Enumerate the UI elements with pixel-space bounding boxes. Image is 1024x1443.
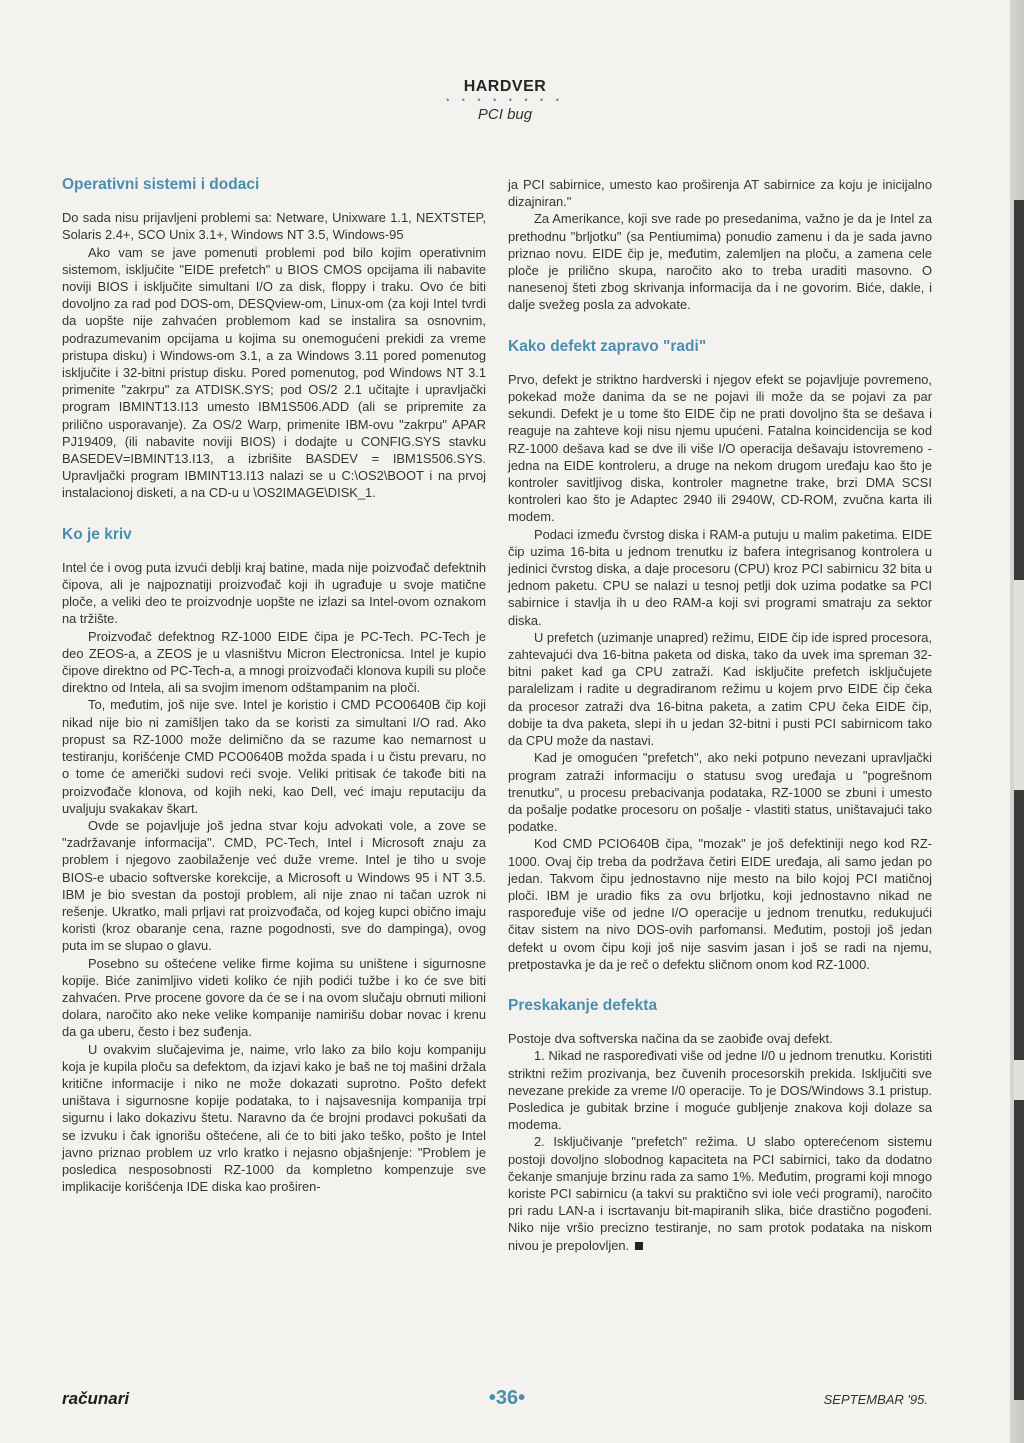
paragraph: Ako vam se jave pomenuti problemi pod bilo kojim operativnim sistemom, isključite "EIDE prefetch" u BIOS CMOS opcijama ili nabavite noviji BIOS i isključite simultani I/O za disk, floppy i traku. Ovo će biti dovoljno za rad pod DOS-om, DESQview-om, Linux-om (za koji Intel tvrdi da uopšte nije zahvaćen problemom kad se instalira sa osnovnim, podrazumevanim opcijama u kojima su onemogućeni prekidi za vreme pristupa disku) i Windows-om 3.1, a za Windows 3.11 pored pomenutog isključite i 32-bitni pristup disku. Pored pomenutog, pod Windows NT 3.1 primenite "zakrpu" za ATDISK.SYS; pod OS/2 2.1 učitajte i upravljački program IBMINT13.I13 umesto IBM1S506.ADD (ali se pripremite za prilično usporavanje). Za OS/2 Warp, primenite IBM-ovu "zakrpu" APAR PJ19409, (ili nabavite noviji BIOS) i dodajte u CONFIG.SYS stavku BASEDEV=IBMINT13.I13, a izbrišite BASDEV = IBM1S506.SYS. Upravljački program IBMINT13.I13 nalazi se u C:\OS2\BOOT i na prvoj instalacionoj disketi, a na CD-u u \OS2IMAGE\DISK_1. bbox=[62, 244, 486, 501]
paragraph: To, međutim, još nije sve. Intel je koristio i CMD PCO0640B čip koji nikad nije bio ni zamišljen tako da se koristi za simultani I/O rad. Ako propust sa RZ-1000 može delimično da se razume kao nemarnost u testiranju, korišćenje CMD PCO0640B možda spada i u čistu prevaru, no o tome će američki sudovi reći svoje. Veliki pritisak će takođe biti na proizvođače klonova, od kojih neki, kao Dell, već imaju reputaciju da uvaljuju svakakav škart. bbox=[62, 697, 486, 816]
paragraph: Posebno su oštećene velike firme kojima su uništene i sigurnosne kopije. Biće zanimljivo videti koliko će njih podići tužbe i ko će sve biti zahvaćen. Prve procene govore da će se i na ovom slučaju obrnuti milioni dolara, naročito ako neke velike kompanije namirišu dobar novac i krenu da ga uberu, često i bez suđenja. bbox=[62, 955, 486, 1040]
paragraph: Intel će i ovog puta izvući deblji kraj batine, mada nije poizvođač defektnih čipova, ali je najpoznatiji proizvođač koji ih ugrađuje u svoje matične ploče, a veliki deo te proizvodnje uopšte ne izlazi sa Intel-ovom oznakom na tržište. bbox=[62, 559, 486, 627]
paragraph-text: 2. Isključivanje "prefetch" režima. U slabo opterećenom sistemu postoji dovoljno slobodnog kapaciteta na PCI sabirnici, tako da dodatno čekanje smanjuje brzinu rada za samo 1%. Međutim, programi koji mnogo koriste PCI sabirnicu (a takvi su praktično svi iole veći programi), naročito pri radu LAN-a i iscrtavanju bit-mapiranih slika, biće drastično pogođeni. Niko nije vršio precizno testiranje, no sam protok podataka na niskom nivou je prepolovljen. bbox=[508, 1134, 932, 1253]
heading-kako-defekt-radi: Kako defekt zapravo "radi" bbox=[508, 337, 707, 355]
paragraph: Proizvođač defektnog RZ-1000 EIDE čipa je PC-Tech. PC-Tech je deo ZEOS-a, a ZEOS je u vlasništvu Micron Electronicsa. Intel je kupio čipove direktno od PC-Tech-a, a mnogi proizvođači klonova kupili su ploče direktno od Intela, ali sa svojim imenom odštampanim na ploči. bbox=[62, 628, 486, 696]
paragraph: Postoje dva softverska načina da se zaobiđe ovaj defekt. bbox=[508, 1031, 833, 1047]
right-column bbox=[508, 176, 932, 1254]
paragraph: Kod CMD PCIO640B čipa, "mozak" je još defektiniji nego kod RZ-1000. Ovaj čip treba da podržava četiri EIDE uređaja, ali samo jedan po jedan. Takvom čipu jednostavno nije mesto na bilo kojoj PCI matičnoj ploči. IBM je uradio fiks za ovu brljotku, koji jednostavno nikad ne raspoređuje više od jedne I/O operacije u jednom trenutku, redukujući čitav sistem na nivo DOS-ovih parfomansi. Međutim, postoji još jedan defekt u ovom čipu koji još nije sasvim jasan i još se radi na njemu, pretpostavka je da je reč o defektu sličnom onom kod RZ-1000. bbox=[508, 836, 932, 972]
paragraph: Prvo, defekt je striktno hardverski i njegov efekt se pojavljuje povremeno, pokekad može danima da se ne pojavi ili može da se pojavi za par sekundi. Defekt je u tome što EIDE čip ne prati dovoljno šta se dešava i reaguje na zahteve koji nisu njemu upućeni. Fatalna koincidencija se kod RZ-1000 dešava kad se dve ili više I/O operacija dešavaju istovremeno - jedna na EIDE kontroleru, a druge na nekom drugom uređaju kao što je kontroler savitljivog diska, kontroler magnetne trake, brzi DMA SCSI kontroleri kao što je Adaptec 2940 ili 2940W, CD-ROM, zvučna karta ili modem. bbox=[508, 371, 932, 525]
magazine-name: računari bbox=[62, 1389, 130, 1408]
heading-operativni-sistemi: Operativni sistemi i dodaci bbox=[62, 176, 260, 193]
page-footer bbox=[0, 1389, 1010, 1413]
paragraph: Podaci između čvrstog diska i RAM-a putuju u malim paketima. EIDE čip uzima 16-bita u jednom trenutku iz bafera integrisanog kontrolera u jedinici čvrstog diska, a daje procesoru (CPU) kroz PCI sabirnicu 32 bita u jednom paketu. CPU se nalazi u tesnoj petlji dok uzima podatke sa PCI sabirnice i stavlja ih u deo RAM-a koji svi programi smatraju za sektor diska. bbox=[508, 526, 932, 628]
paragraph: U prefetch (uzimanje unapred) režimu, EIDE čip ide ispred procesora, zahtevajući dva 16-bitna paketa od diska, tako da uvek ima spreman 32-bitni paket kad ga CPU zatraži. Kad isključite prefetch isključujete paralelizam i radite u degradiranom režimu u kojem prvo EIDE čip čeka da procesor zatraži dva 16-bitna paketa, a zatim CPU čeka EIDE čip, dobije ta dva paketa, slepi ih u jedan 32-bitni i pusti PCI sabirnicom tako da CPU može da nastavi. bbox=[508, 629, 932, 749]
issue-date: SEPTEMBAR '95. bbox=[823, 1392, 928, 1407]
paragraph: Za Amerikance, koji sve rade po presedanima, važno je da je Intel za prethodnu "brljotku" (sa Pentiumima) ponudio zamenu i da je sada javno priznao novu. EIDE čip je, međutim, zalemljen na ploču, a zamena cele ploče je prilično skupa, naročito ako to treba uraditi masovno. O nanesenoj šteti zbog skrivanja informacija da i ne govorim. Biće, dakle, i dalje svežeg posla za advokate. bbox=[508, 211, 932, 313]
article-subtitle: PCI bug bbox=[477, 106, 533, 123]
section-title: HARDVER bbox=[463, 78, 547, 95]
heading-preskakanje-defekta: Preskakanje defekta bbox=[508, 996, 658, 1014]
paragraph: Kad je omogućen "prefetch", ako neki potpuno nevezani upravljački program zatraži informaciju o statusu svog uređaja u "pogrešnom trenutku", u procesu prebacivanja podataka, RZ-1000 se zbuni i umesto da pošalje podatke procesoru on pošalje - vlastiti status, uništavajući tako podatke. bbox=[508, 750, 932, 835]
edge-gap bbox=[1014, 1060, 1024, 1100]
header-dots: • • • • • • • • bbox=[446, 95, 564, 105]
left-column bbox=[62, 176, 486, 1195]
paragraph-last bbox=[508, 1133, 932, 1253]
page-header bbox=[0, 78, 1010, 123]
edge-gap bbox=[1014, 580, 1024, 790]
paragraph: 1. Nikad ne raspoređivati više od jedne I/0 u jednom trenutku. Koristiti striktni režim prozivanja, bez čuvenih procesorskih prekida. Isključiti sve nevezane prekide za vreme I/0 operacije. To je DOS/Windows 3.1 pristup. Posledica je gubitak brzine i moguće gubljenje znakova koji dolaze sa modema. bbox=[508, 1048, 932, 1133]
paragraph: Do sada nisu prijavljeni problemi sa: Netware, Unixware 1.1, NEXTSTEP, Solaris 2.4+, SCO Unix 3.1+, Windows NT 3.5, Windows-95 bbox=[62, 210, 486, 243]
paragraph: U ovakvim slučajevima je, naime, vrlo lako za bilo koju kompaniju koja je kupila ploču sa defektom, da izjavi kako je baš ne toj mašini držala kritične informacije i niko ne može dokazati suprotno. Pošto defekt uništava i sigurnosne kopije podataka, to i najsavesnija kompanija trpi sigurnu i lako dokazivu štetu. Naravno da će brojni prodavci pokušati da se izvuku i čak ignorišu oštećene, ali će to biti jako teško, pošto je Intel javno priznao problem uz vrlo kratko i nejasno objašnjenje: "Problem je posledica nesposobnosti RZ-1000 da kompletno kompenzuje sve implikacije korišćenja IDE diska kao proširen- bbox=[62, 1041, 486, 1195]
paragraph: ja PCI sabirnice, umesto kao proširenja AT sabirnice za koju je inicijalno dizajniran." bbox=[508, 177, 932, 210]
page-number: •36• bbox=[488, 1387, 526, 1409]
heading-ko-je-kriv: Ko je kriv bbox=[62, 525, 132, 543]
next-page-edge-strip bbox=[1014, 200, 1024, 1400]
end-of-article-mark bbox=[635, 1242, 643, 1250]
paragraph: Ovde se pojavljuje još jedna stvar koju advokati vole, a zove se "zadržavanje informacija". CMD, PC-Tech, Intel i Microsoft znaju za problem i njegovo zaobilaženje već duže vreme. Intel je tiho u svoje BIOS-e ubacio softverske korekcije, a Microsoft u Windows 95 i NT 3.5. IBM je bio svestan da postoji problem, ali nije znao ni tačan uzrok ni rešenje. Ukratko, mali prljavi rat proizvođača, od kojeg kupci obično imaju koristi (kroz obaranje cena, razne pogodnosti, sve do dampinga), ovog puta im se slupao o glavu. bbox=[62, 817, 486, 954]
